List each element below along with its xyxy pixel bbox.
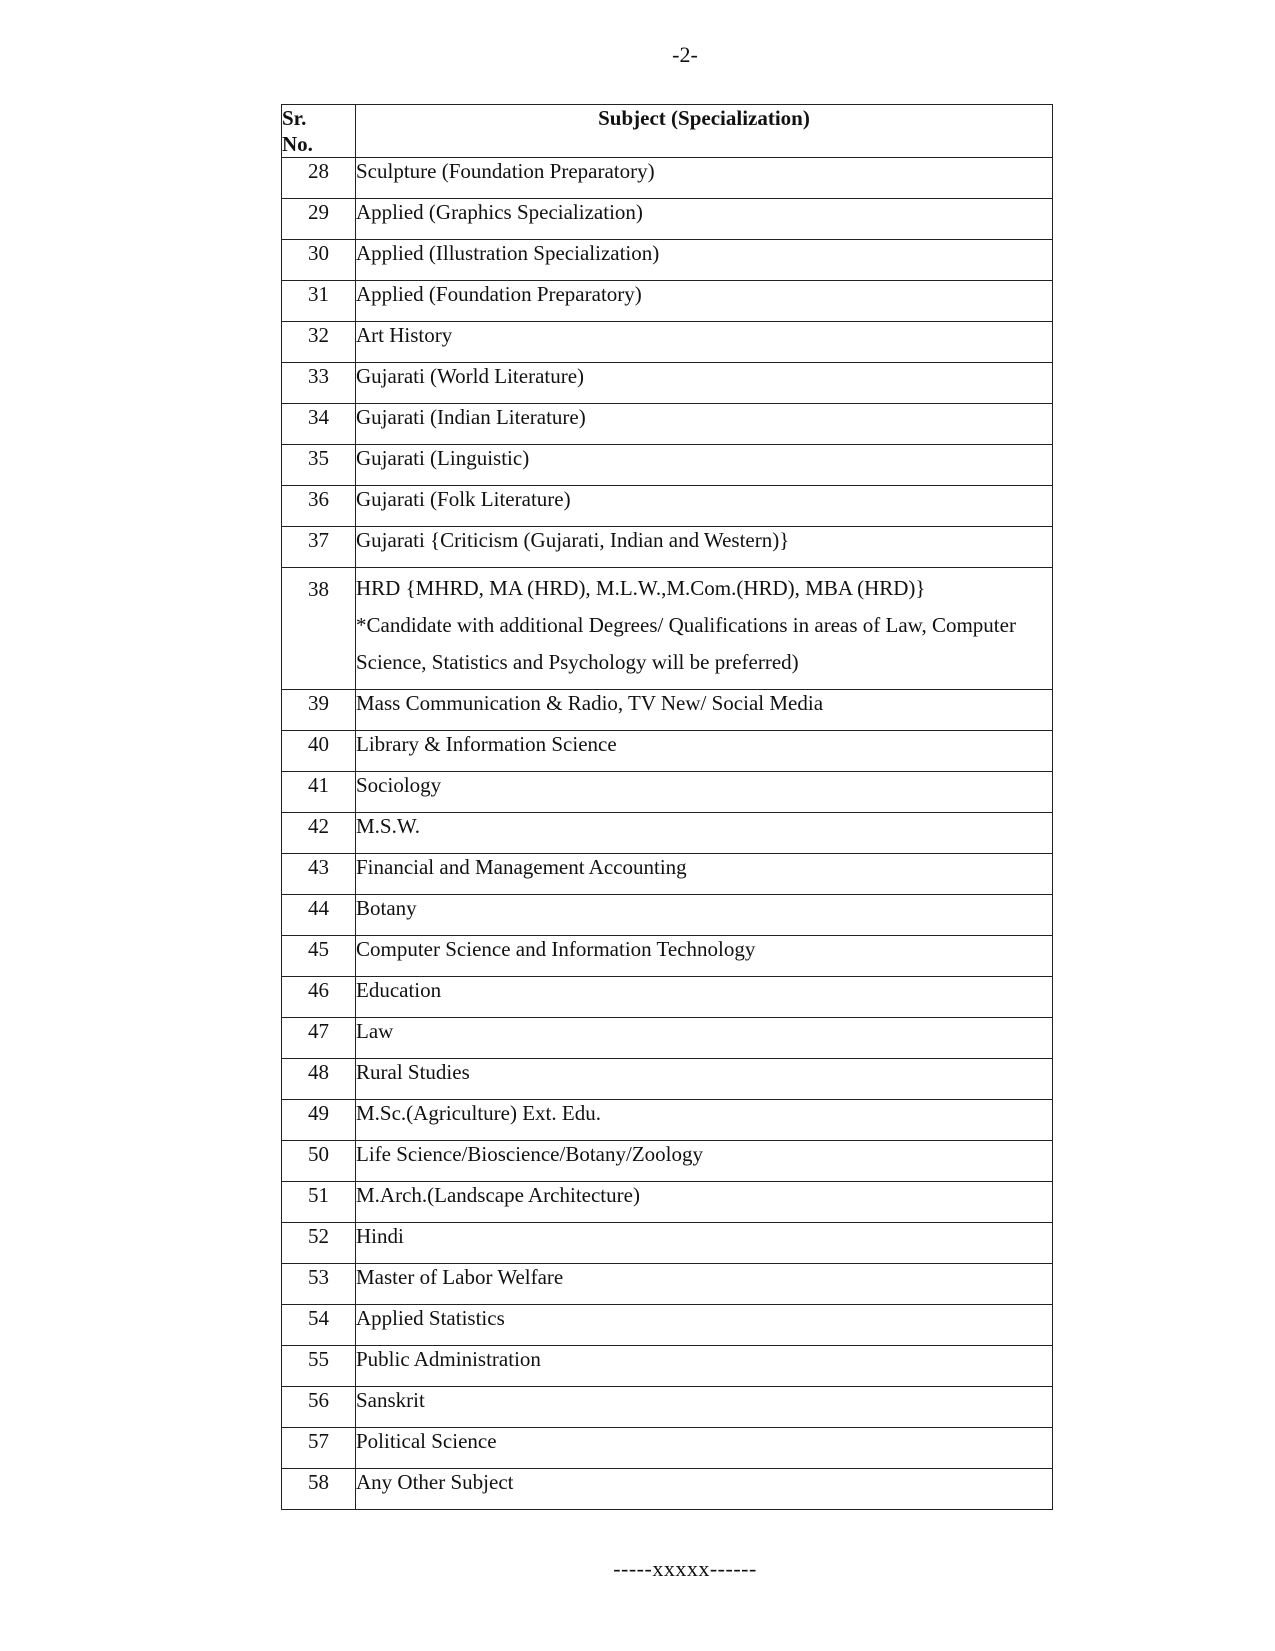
- row-subject: Gujarati (Folk Literature): [356, 486, 1053, 527]
- row-subject: Sanskrit: [356, 1387, 1053, 1428]
- table-row: [282, 690, 1053, 731]
- row-sr-no: 33: [282, 363, 356, 404]
- table-row: [282, 936, 1053, 977]
- row-subject: Gujarati (World Literature): [356, 363, 1053, 404]
- row-sr-no: 42: [282, 813, 356, 854]
- row-sr-no: 29: [282, 199, 356, 240]
- row-sr-no: 49: [282, 1100, 356, 1141]
- row-sr-no: 47: [282, 1018, 356, 1059]
- row-subject-cell: [356, 568, 1053, 690]
- row-subject: Applied Statistics: [356, 1305, 1053, 1346]
- header-sr-line1: Sr.: [282, 106, 307, 130]
- row-subject: Botany: [356, 895, 1053, 936]
- table-row: [282, 486, 1053, 527]
- table-row: [282, 1346, 1053, 1387]
- row-subject: Education: [356, 977, 1053, 1018]
- end-marker: -----xxxxx------: [613, 1556, 757, 1581]
- header-sr-line2: No.: [282, 132, 313, 156]
- table-row: [282, 404, 1053, 445]
- row-sr-no: 28: [282, 158, 356, 199]
- row-sr-no: 35: [282, 445, 356, 486]
- row-subject: Financial and Management Accounting: [356, 854, 1053, 895]
- table-row: [282, 199, 1053, 240]
- row-subject: M.Sc.(Agriculture) Ext. Edu.: [356, 1100, 1053, 1141]
- row-subject: M.S.W.: [356, 813, 1053, 854]
- header-subject: Subject (Specialization): [356, 105, 1053, 158]
- table-row: [282, 240, 1053, 281]
- table-row: [282, 772, 1053, 813]
- row-sr-no: 53: [282, 1264, 356, 1305]
- row-sr-no: 56: [282, 1387, 356, 1428]
- page-number: -2-: [672, 42, 698, 67]
- table-row: [282, 1059, 1053, 1100]
- row-sr-no: 57: [282, 1428, 356, 1469]
- row-subject: Computer Science and Information Technology: [356, 936, 1053, 977]
- table-row: [282, 445, 1053, 486]
- row-sr-no: 36: [282, 486, 356, 527]
- row-subject: Art History: [356, 322, 1053, 363]
- row-sr-no: 52: [282, 1223, 356, 1264]
- row-subject: Mass Communication & Radio, TV New/ Social Media: [356, 690, 1053, 731]
- row-subject: Applied (Illustration Specialization): [356, 240, 1053, 281]
- row-subject: Sociology: [356, 772, 1053, 813]
- row-subject: Life Science/Bioscience/Botany/Zoology: [356, 1141, 1053, 1182]
- row-subject: Rural Studies: [356, 1059, 1053, 1100]
- row-subject: M.Arch.(Landscape Architecture): [356, 1182, 1053, 1223]
- row-sr-no: 32: [282, 322, 356, 363]
- table-row: [282, 1223, 1053, 1264]
- subject-table: [281, 104, 1053, 1510]
- row-sr-no: 48: [282, 1059, 356, 1100]
- row-subject: Any Other Subject: [356, 1469, 1053, 1510]
- row-sr-no: 55: [282, 1346, 356, 1387]
- header-sr-no: [282, 105, 356, 158]
- row-subject: Gujarati (Indian Literature): [356, 404, 1053, 445]
- table-row: [282, 1387, 1053, 1428]
- table-row: [282, 731, 1053, 772]
- table-row: [282, 1428, 1053, 1469]
- row-sr-no: 38: [282, 568, 356, 690]
- table-row: [282, 527, 1053, 568]
- row-sr-no: 31: [282, 281, 356, 322]
- row-subject: Gujarati (Linguistic): [356, 445, 1053, 486]
- row-subject: Applied (Foundation Preparatory): [356, 281, 1053, 322]
- row-subject: Sculpture (Foundation Preparatory): [356, 158, 1053, 199]
- table-row: [282, 1018, 1053, 1059]
- row-subject: Political Science: [356, 1428, 1053, 1469]
- row-subject: Applied (Graphics Specialization): [356, 199, 1053, 240]
- table-row: [282, 1182, 1053, 1223]
- table-row: [282, 568, 1053, 690]
- row-sr-no: 46: [282, 977, 356, 1018]
- row-subject: Master of Labor Welfare: [356, 1264, 1053, 1305]
- table-row: [282, 322, 1053, 363]
- table-row: [282, 281, 1053, 322]
- table-row: [282, 1305, 1053, 1346]
- table-row: [282, 895, 1053, 936]
- row-subject-note: *Candidate with additional Degrees/ Qualifications in areas of Law, Computer Science, Statistics and Psychology will be preferred): [356, 613, 1016, 674]
- table-row: [282, 854, 1053, 895]
- table-row: [282, 977, 1053, 1018]
- row-sr-no: 58: [282, 1469, 356, 1510]
- table-row: [282, 158, 1053, 199]
- table-row: [282, 1469, 1053, 1510]
- row-sr-no: 30: [282, 240, 356, 281]
- row-sr-no: 41: [282, 772, 356, 813]
- row-sr-no: 34: [282, 404, 356, 445]
- row-subject: Gujarati {Criticism (Gujarati, Indian and Western)}: [356, 527, 1053, 568]
- table-row: [282, 363, 1053, 404]
- row-sr-no: 44: [282, 895, 356, 936]
- row-sr-no: 39: [282, 690, 356, 731]
- row-subject: HRD {MHRD, MA (HRD), M.L.W.,M.Com.(HRD), MBA (HRD)}: [356, 576, 926, 600]
- row-sr-no: 45: [282, 936, 356, 977]
- row-sr-no: 37: [282, 527, 356, 568]
- table-row: [282, 1264, 1053, 1305]
- row-sr-no: 40: [282, 731, 356, 772]
- row-subject: Law: [356, 1018, 1053, 1059]
- row-subject: Library & Information Science: [356, 731, 1053, 772]
- row-sr-no: 54: [282, 1305, 356, 1346]
- row-sr-no: 43: [282, 854, 356, 895]
- row-subject: Public Administration: [356, 1346, 1053, 1387]
- row-sr-no: 50: [282, 1141, 356, 1182]
- table-header-row: [282, 105, 1053, 158]
- table-row: [282, 1141, 1053, 1182]
- table-row: [282, 1100, 1053, 1141]
- row-subject: Hindi: [356, 1223, 1053, 1264]
- table-row: [282, 813, 1053, 854]
- row-sr-no: 51: [282, 1182, 356, 1223]
